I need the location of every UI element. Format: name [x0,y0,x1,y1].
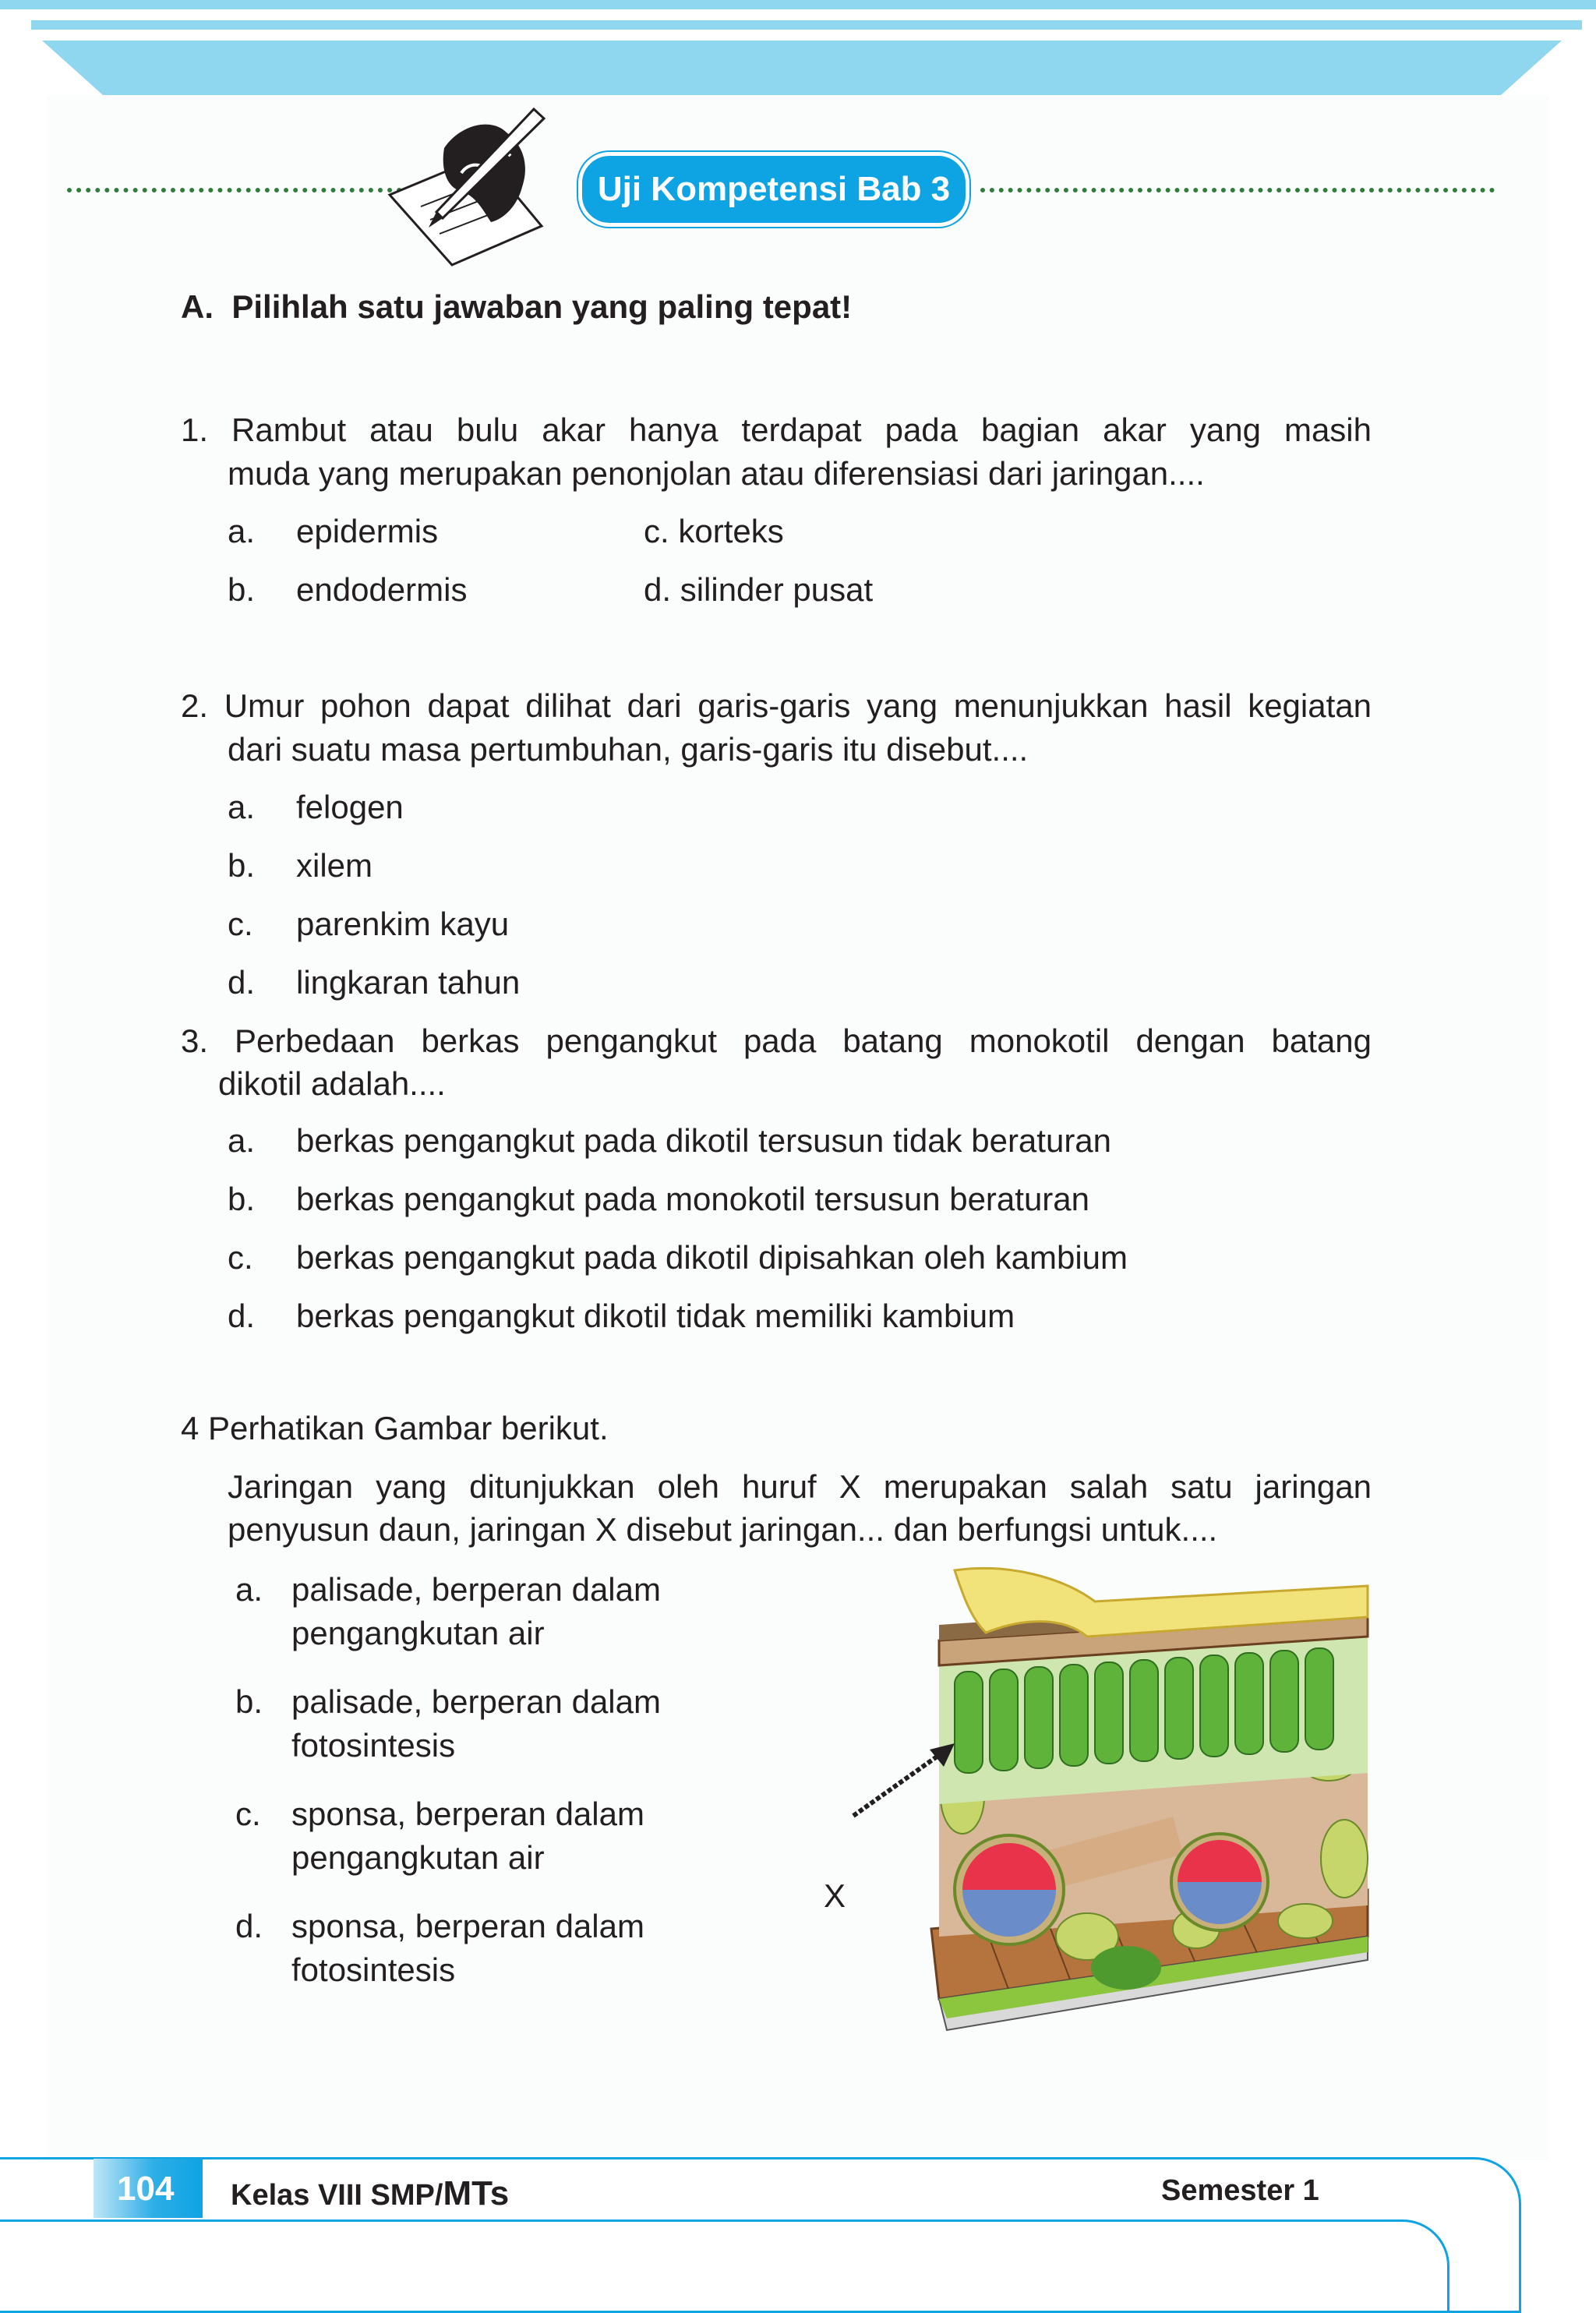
option-letter: d. [235,1908,263,1944]
option-letter: a. [228,789,256,825]
q2-option-c[interactable] [228,902,509,946]
q1-option-b[interactable] [228,568,467,612]
dotted-divider-right [980,188,1495,192]
question-text: Umur pohon dapat dilihat dari garis-garis yang menunjukkan hasil kegiatan [224,687,1372,724]
question-number: 3. [181,1022,209,1059]
option-text: berkas pengangkut pada dikotil dipisahkan oleh kambium [296,1239,1128,1276]
q1-option-c[interactable] [644,510,784,553]
option-letter: b. [228,571,256,608]
q1-option-a[interactable] [228,510,438,553]
option-text: sponsa, berperan dalam [291,1908,644,1944]
option-text: sponsa, berperan dalam [291,1796,644,1832]
class-suffix: MTs [443,2174,510,2212]
option-letter: d. [228,964,256,1001]
option-text: felogen [296,789,404,825]
q4-option-c[interactable] [235,1792,644,1880]
q2-option-d[interactable] [228,961,520,1005]
option-text-continued: fotosintesis [291,1727,456,1764]
question-intro-text: Perhatikan Gambar berikut. [208,1410,609,1446]
option-letter: b. [235,1683,263,1720]
question-number: 4 [181,1410,200,1446]
section-heading [181,288,852,326]
option-text-continued: pengangkutan air [291,1615,545,1651]
section-instruction: Pilihlah satu jawaban yang paling tepat! [231,288,853,325]
figure-label-x: X [824,1877,846,1914]
q3-option-a[interactable] [228,1119,1111,1163]
option-letter: d. [228,1298,256,1334]
option-letter: a. [228,513,256,549]
option-letter: c. [228,1239,253,1276]
question-4-intro [181,1407,609,1450]
section-label: A. [181,288,214,325]
class-prefix: Kelas VIII SMP/ [231,2179,443,2212]
option-text-continued: pengangkutan air [291,1839,545,1876]
option-text: parenkim kayu [296,906,510,942]
q1-option-d[interactable] [644,568,873,612]
footer-inner-frame [0,2219,1449,2313]
option-text: epidermis [296,513,439,549]
question-1-line-1 [181,408,1372,452]
option-text: xilem [296,847,373,884]
question-2-line-1 [181,684,1372,728]
option-letter: c. [228,906,253,942]
option-letter: a. [228,1122,256,1159]
q3-option-d[interactable] [228,1294,1015,1338]
header-stripe-second [31,20,1582,30]
question-4-line-2: penyusun daun, jaringan X disebut jaringan... dan berfungsi untuk.... [228,1511,1218,1548]
option-letter: c. [644,513,669,549]
option-text: berkas pengangkut pada dikotil tersusun tidak beraturan [296,1122,1112,1159]
option-text: palisade, berperan dalam [291,1683,661,1720]
option-text: berkas pengangkut dikotil tidak memiliki kambium [296,1298,1015,1334]
vascular-bundle-left [955,1835,1064,1944]
question-number: 2. [181,687,209,724]
hand-writing-icon [374,101,561,269]
option-text: palisade, berperan dalam [291,1571,661,1608]
option-text: lingkaran tahun [296,964,521,1001]
semester-label: Semester 1 [1161,2174,1319,2207]
leaf-cross-section-figure [830,1563,1375,2061]
question-3-line-2: dikotil adalah.... [218,1065,446,1102]
q3-option-c[interactable] [228,1236,1128,1280]
q2-option-a[interactable] [228,786,404,829]
question-4-line-1: Jaringan yang ditunjukkan oleh huruf X merupakan salah satu jaringan [228,1468,1372,1505]
option-text-continued: fotosintesis [291,1951,456,1988]
question-2-line-2: dari suatu masa pertumbuhan, garis-garis itu disebut.... [228,731,1029,768]
option-letter: b. [228,1181,256,1217]
header-stripe-top [0,0,1596,9]
q4-option-b[interactable] [235,1680,661,1767]
chapter-test-title: Uji Kompetensi Bab 3 [578,152,969,227]
question-text: Perbedaan berkas pengangkut pada batang monokotil dengan batang [234,1022,1372,1059]
page-number: 104 [117,2170,175,2208]
q4-option-d[interactable] [235,1905,644,1992]
option-text: silinder pusat [680,571,874,608]
option-text: endodermis [296,571,468,608]
option-letter: b. [228,847,256,884]
option-letter: a. [235,1571,263,1608]
q3-option-b[interactable] [228,1178,1089,1221]
q2-option-b[interactable] [228,844,373,888]
class-label [231,2174,509,2213]
header-band [42,41,1562,95]
question-number: 1. [181,411,209,448]
option-letter: d. [644,571,672,608]
option-text: korteks [678,513,784,549]
q4-option-a[interactable] [235,1568,661,1655]
option-letter: c. [235,1796,261,1832]
vascular-bundle-right [1171,1834,1268,1930]
question-text: Rambut atau bulu akar hanya terdapat pada bagian akar yang masih [231,411,1372,448]
question-3-line-1 [181,1019,1372,1063]
option-text: berkas pengangkut pada monokotil tersusun beraturan [296,1181,1090,1217]
question-1-line-2: muda yang merupakan penonjolan atau diferensiasi dari jaringan.... [228,455,1205,492]
